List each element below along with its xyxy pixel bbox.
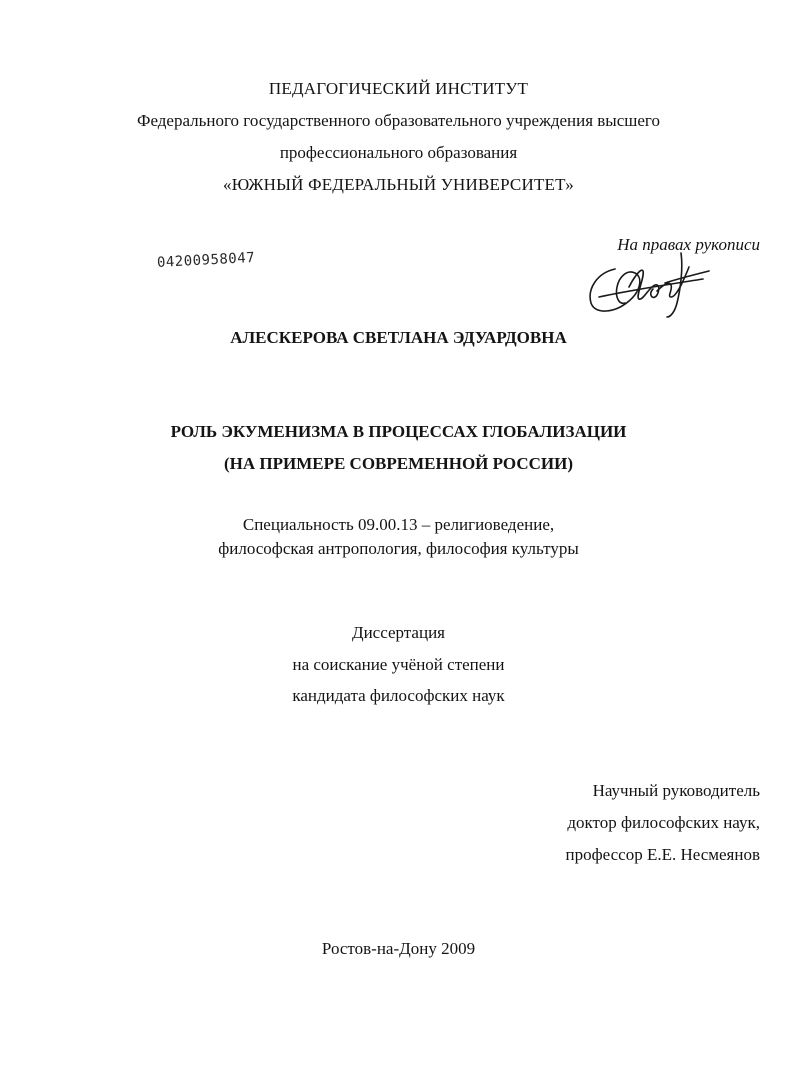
specialty-line1: Специальность 09.00.13 – религиоведение, — [242, 515, 555, 534]
supervisor-name: профессор Е.Е. Несмеянов — [565, 845, 760, 864]
city-year: Ростов-на-Дону 2009 — [321, 939, 476, 958]
university-name: «ЮЖНЫЙ ФЕДЕРАЛЬНЫЙ УНИВЕРСИТЕТ» — [223, 175, 574, 194]
institute-name: ПЕДАГОГИЧЕСКИЙ ИНСТИТУТ — [268, 79, 529, 98]
supervisor-degree: доктор философских наук, — [567, 813, 760, 832]
dissertation-title-line2: (НА ПРИМЕРЕ СОВРЕМЕННОЙ РОССИИ) — [223, 454, 574, 473]
rights-note: На правах рукописи — [617, 235, 760, 254]
dissertation-title-line1: РОЛЬ ЭКУМЕНИЗМА В ПРОЦЕССАХ ГЛОБАЛИЗАЦИИ — [170, 422, 627, 441]
supervisor-title: Научный руководитель — [592, 781, 760, 800]
specialty-line2: философская антропология, философия культуры — [218, 539, 579, 558]
registration-number-stamp: 04200958047 — [156, 249, 256, 271]
degree-line3: кандидата философских наук — [292, 686, 505, 705]
institution-line: Федерального государственного образовательного учреждения высшего — [137, 111, 660, 130]
author-name: АЛЕСКЕРОВА СВЕТЛАНА ЭДУАРДОВНА — [230, 328, 567, 347]
education-line: профессионального образования — [279, 143, 518, 162]
degree-line1: Диссертация — [351, 623, 445, 642]
signature-icon — [585, 247, 715, 319]
degree-line2: на соискание учёной степени — [292, 655, 505, 674]
